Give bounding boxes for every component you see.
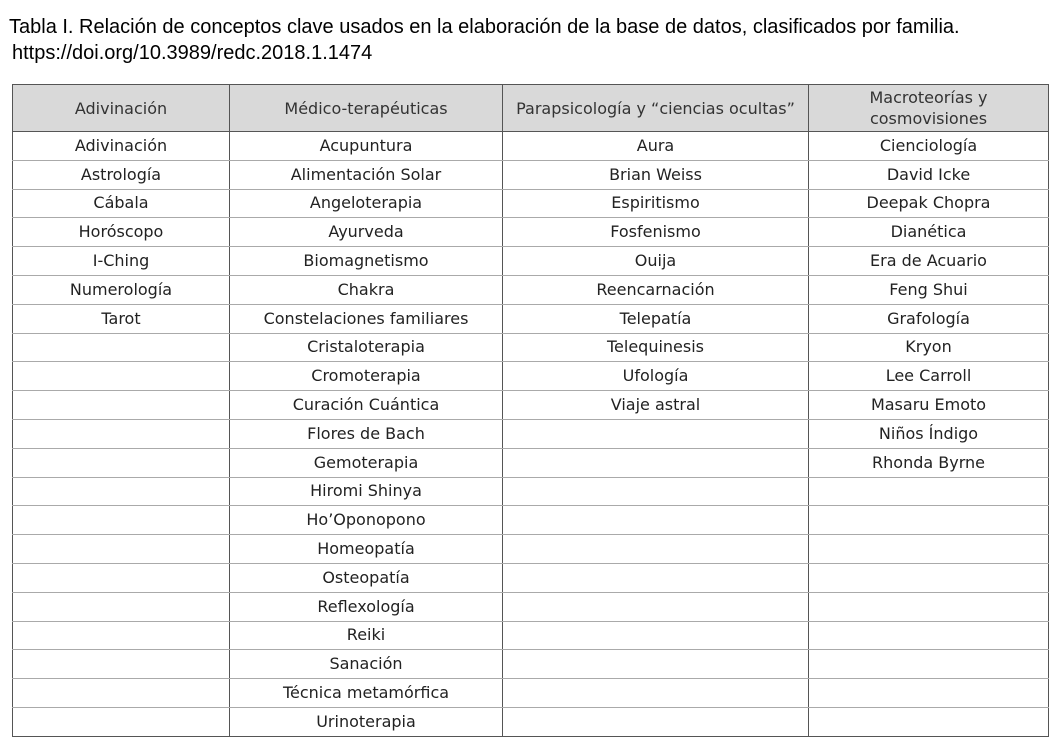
header-macroteorias: Macroteorías y cosmovisiones [809,85,1049,132]
table-cell [13,448,230,477]
header-medico-terapeuticas: Médico-terapéuticas [230,85,503,132]
header-parapsicologia: Parapsicología y “ciencias ocultas” [503,85,809,132]
table-cell: Rhonda Byrne [809,448,1049,477]
table-cell: Ho’Oponopono [230,506,503,535]
caption-doi-link[interactable]: https://doi.org/10.3989/redc.2018.1.1474 [12,42,373,64]
table-cell: Fosfenismo [503,218,809,247]
table-row [13,621,1049,650]
table-row [13,679,1049,708]
table-cell [503,477,809,506]
table-cell: Ufología [503,362,809,391]
table-cell [809,679,1049,708]
table-cell: Flores de Bach [230,419,503,448]
table-cell: Alimentación Solar [230,160,503,189]
table-cell [503,621,809,650]
table-cell: Niños Índigo [809,419,1049,448]
table-cell: Feng Shui [809,275,1049,304]
table-cell: Constelaciones familiares [230,304,503,333]
table-row [13,391,1049,420]
table-cell [503,535,809,564]
table-cell: I-Ching [13,247,230,276]
table-row [13,535,1049,564]
table-cell [809,621,1049,650]
table-cell [13,679,230,708]
table-cell [13,477,230,506]
table-row [13,132,1049,161]
table-cell [809,592,1049,621]
table-cell: Ayurveda [230,218,503,247]
table-cell [809,506,1049,535]
table-cell: Hiromi Shinya [230,477,503,506]
table-row [13,160,1049,189]
table-cell: Cristaloterapia [230,333,503,362]
table-cell: Viaje astral [503,391,809,420]
table-cell [13,563,230,592]
table-cell: Cienciología [809,132,1049,161]
table-row [13,189,1049,218]
table-row [13,477,1049,506]
table-row [13,362,1049,391]
table-cell [13,506,230,535]
table-row [13,419,1049,448]
table-cell: Biomagnetismo [230,247,503,276]
table-cell: Adivinación [13,132,230,161]
table-cell [503,448,809,477]
table-cell [503,506,809,535]
table-cell: Aura [503,132,809,161]
table-row [13,506,1049,535]
table-cell [503,650,809,679]
table-cell: Horóscopo [13,218,230,247]
table-cell [809,650,1049,679]
table-cell: Brian Weiss [503,160,809,189]
table-cell: Sanación [230,650,503,679]
table-cell [13,707,230,736]
table-cell: Ouija [503,247,809,276]
table-cell [13,592,230,621]
table-cell: Telepatía [503,304,809,333]
table-cell: Lee Carroll [809,362,1049,391]
table-cell [503,419,809,448]
table-row [13,247,1049,276]
table-cell: Reflexología [230,592,503,621]
table-cell: Tarot [13,304,230,333]
table-cell [13,391,230,420]
table-cell: Cromoterapia [230,362,503,391]
table-cell [503,592,809,621]
table-cell: Grafología [809,304,1049,333]
table-cell [503,707,809,736]
table-cell [809,707,1049,736]
table-cell [13,362,230,391]
table-row [13,707,1049,736]
table-cell [503,563,809,592]
table-cell [13,650,230,679]
table-cell [13,419,230,448]
table-cell: Osteopatía [230,563,503,592]
table-cell [809,477,1049,506]
table-row [13,333,1049,362]
table-cell: Numerología [13,275,230,304]
table-cell: Telequinesis [503,333,809,362]
caption-title: Tabla I. Relación de conceptos clave usados en la elaboración de la base de datos, clasificados por familia. [9,16,960,38]
table-cell [503,679,809,708]
table-cell: Dianética [809,218,1049,247]
table-cell [13,535,230,564]
table-cell: Astrología [13,160,230,189]
table-cell: Cábala [13,189,230,218]
table-cell: Gemoterapia [230,448,503,477]
table-cell: Angeloterapia [230,189,503,218]
table-cell: Kryon [809,333,1049,362]
table-cell: Reencarnación [503,275,809,304]
table-caption [9,14,960,66]
table-cell: Urinoterapia [230,707,503,736]
table-cell: Espiritismo [503,189,809,218]
concepts-table [12,84,1049,737]
table-cell: Era de Acuario [809,247,1049,276]
table-cell: Técnica metamórfica [230,679,503,708]
table-cell: Chakra [230,275,503,304]
table-row [13,650,1049,679]
table-cell [809,535,1049,564]
table-cell: Reiki [230,621,503,650]
table-row [13,592,1049,621]
table-row [13,275,1049,304]
table-cell [13,621,230,650]
table-cell: Homeopatía [230,535,503,564]
table-row [13,448,1049,477]
table-body [13,132,1049,737]
table-cell: David Icke [809,160,1049,189]
table-cell [809,563,1049,592]
table-cell: Deepak Chopra [809,189,1049,218]
table-cell: Masaru Emoto [809,391,1049,420]
table-cell [13,333,230,362]
table-row [13,563,1049,592]
table-row [13,218,1049,247]
header-adivinacion: Adivinación [13,85,230,132]
table-cell: Acupuntura [230,132,503,161]
table-cell: Curación Cuántica [230,391,503,420]
table-row [13,304,1049,333]
table-header-row [13,85,1049,132]
